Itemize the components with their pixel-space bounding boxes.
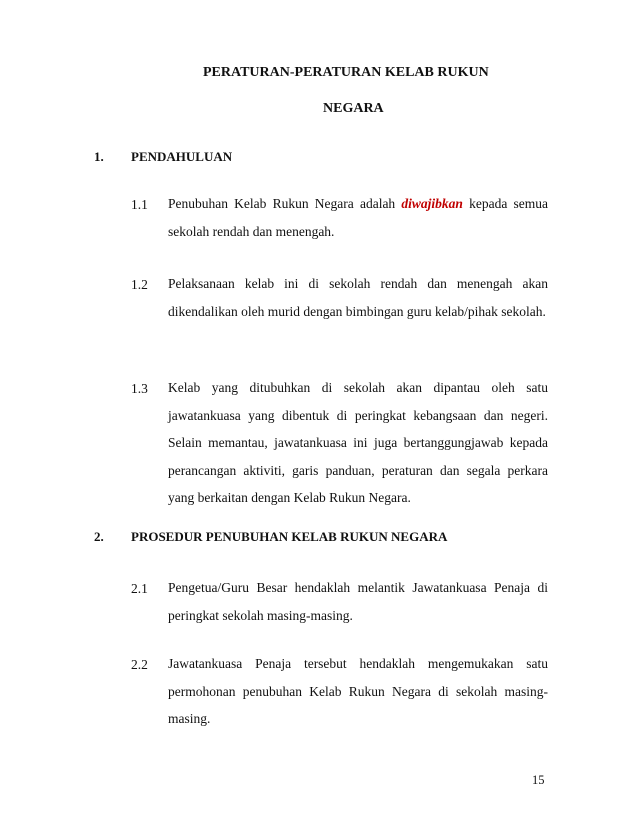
item-number: 1.2 bbox=[131, 277, 148, 292]
item-paragraph: Kelab yang ditubuhkan di sekolah akan dipantau oleh satu jawatankuasa yang dibentuk di peringkat kebangsaan dan negeri. Selain memantau, jawatankuasa ini juga bertanggungjawab kepada perancangan aktiviti, garis panduan, peraturan dan segala perkara yang berkaitan dengan Kelab Rukun Negara. bbox=[168, 380, 548, 505]
page-title-line-1: PERATURAN-PERATURAN KELAB RUKUN bbox=[203, 65, 489, 80]
item-paragraph bbox=[168, 190, 548, 245]
item-number: 1.1 bbox=[131, 197, 148, 212]
page-number: 15 bbox=[532, 773, 545, 787]
item-paragraph: Pelaksanaan kelab ini di sekolah rendah dan menengah akan dikendalikan oleh murid dengan bimbingan guru kelab/pihak sekolah. bbox=[168, 276, 548, 319]
item-number: 2.2 bbox=[131, 657, 148, 672]
section-number: 2. bbox=[94, 529, 104, 544]
section-title: PROSEDUR PENUBUHAN KELAB RUKUN NEGARA bbox=[131, 529, 448, 544]
item-number: 2.1 bbox=[131, 581, 148, 596]
emphasized-word: diwajibkan bbox=[401, 196, 463, 211]
section-title: PENDAHULUAN bbox=[131, 149, 233, 164]
item-number: 1.3 bbox=[131, 381, 148, 396]
paragraph-text: kepada semua sekolah rendah dan menengah. bbox=[168, 196, 548, 239]
page-title-line-2: NEGARA bbox=[323, 101, 384, 116]
paragraph-text: Penubuhan Kelab Rukun Negara adalah bbox=[168, 196, 402, 211]
section-number: 1. bbox=[94, 149, 104, 164]
item-paragraph: Pengetua/Guru Besar hendaklah melantik Jawatankuasa Penaja di peringkat sekolah masing-masing. bbox=[168, 580, 548, 623]
item-paragraph: Jawatankuasa Penaja tersebut hendaklah mengemukakan satu permohonan penubuhan Kelab Rukun Negara di sekolah masing-masing. bbox=[168, 656, 548, 726]
